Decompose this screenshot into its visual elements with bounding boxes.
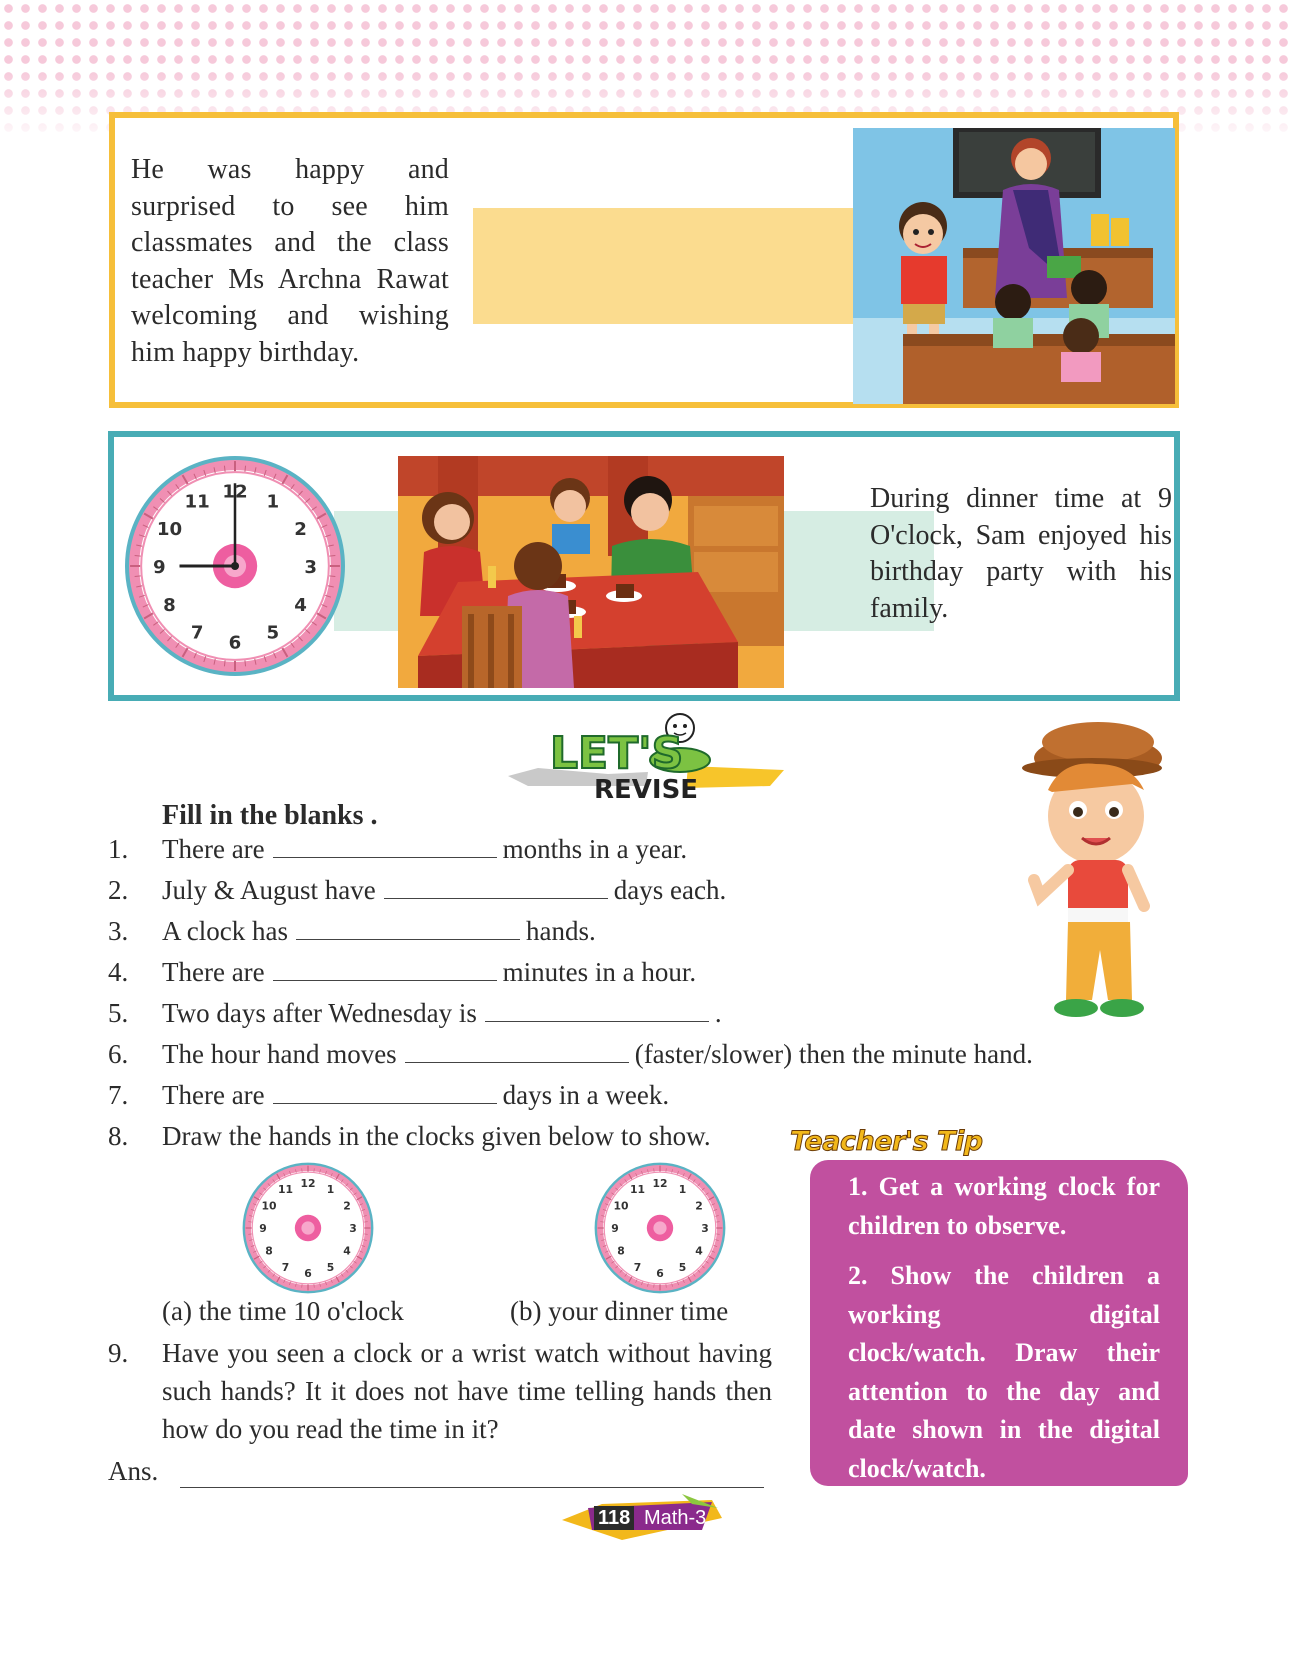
blank-clock-b[interactable] — [594, 1162, 726, 1294]
clock-number: 9 — [152, 557, 166, 579]
clock-number: 2 — [294, 519, 307, 541]
clock-number: 3 — [349, 1222, 357, 1236]
clock-number: 6 — [656, 1267, 664, 1281]
question-9: 9. Have you seen a clock or a wrist watch without having such hands? It it does not have time telling hands then how do you read the time in it? — [108, 1338, 772, 1444]
question-6: 6. The hour hand moves (faster/slower) then the minute hand. — [108, 1039, 1033, 1069]
question-1: 1. There are months in a year. — [108, 834, 688, 864]
clock-number: 11 — [277, 1183, 294, 1197]
yellow-band — [473, 208, 853, 324]
clock-number: 5 — [678, 1261, 687, 1275]
clock-number: 4 — [343, 1244, 351, 1258]
clock-number: 2 — [343, 1199, 351, 1213]
clock-number: 12 — [300, 1177, 316, 1191]
clock-9-oclock — [124, 455, 346, 677]
answer-blank[interactable] — [405, 1040, 629, 1063]
classroom-illustration — [853, 128, 1175, 404]
clock-number: 1 — [326, 1183, 335, 1197]
dinner-story-text: During dinner time at 9 O'clock, Sam enjoyed his birthday party with his family. — [870, 483, 1172, 624]
clock-number: 1 — [678, 1183, 687, 1197]
tip-box — [810, 1160, 1188, 1486]
clock-number: 9 — [611, 1222, 619, 1236]
page-number: 118 — [594, 1506, 634, 1530]
answer-blank[interactable] — [384, 876, 608, 899]
exercise-heading: Fill in the blanks . — [162, 800, 378, 831]
story-panel-dinner — [108, 431, 1180, 701]
boy-pointing-illustration — [1012, 720, 1190, 1040]
clock-number: 3 — [304, 557, 318, 579]
question-8: 8. Draw the hands in the clocks given below to show. — [108, 1121, 711, 1151]
lets-revise-logo — [508, 702, 790, 812]
clock-number: 9 — [259, 1222, 267, 1236]
clock-number: 1 — [266, 491, 280, 513]
answer-blank[interactable] — [273, 958, 497, 981]
answer-blank[interactable] — [273, 1081, 497, 1104]
clock-number: 10 — [156, 519, 183, 541]
clock-number: 12 — [652, 1177, 668, 1191]
question-7: 7. There are days in a week. — [108, 1080, 670, 1110]
question-8b-label: (b) your dinner time — [510, 1296, 729, 1326]
clock-number: 7 — [633, 1261, 642, 1275]
classroom-story-text: He was happy and surprised to see him classmates and the class teacher Ms Archna Rawat welcoming and wishing him happy birthday. — [131, 154, 449, 368]
answer-label: Ans. — [108, 1456, 159, 1486]
tip-point-2: 2. Show the children a working digital clock/watch. Draw their attention to the day and date shown in the digital clock/watch. — [848, 1261, 1160, 1483]
clock-number: 7 — [281, 1261, 290, 1275]
clock-number: 8 — [265, 1244, 273, 1258]
clock-number: 10 — [613, 1199, 629, 1213]
teachers-tip — [790, 1126, 1192, 1488]
clock-number: 8 — [163, 594, 176, 616]
clock-number: 10 — [261, 1199, 277, 1213]
tip-title: Teacher's Tip — [790, 1126, 983, 1157]
clock-number: 2 — [695, 1199, 703, 1213]
revise-text: REVISE — [594, 775, 699, 805]
blank-clock-a[interactable] — [242, 1162, 374, 1294]
question-8a-label: (a) the time 10 o'clock — [162, 1296, 404, 1326]
clock-number: 11 — [184, 491, 210, 513]
clock-number: 6 — [228, 632, 242, 654]
page-footer — [562, 1490, 728, 1546]
book-title: Math-3 — [644, 1507, 707, 1529]
answer-blank[interactable] — [485, 999, 709, 1022]
clock-number: 5 — [326, 1261, 335, 1275]
clock-number: 12 — [222, 481, 248, 503]
clock-number: 7 — [190, 622, 204, 644]
clock-number: 8 — [617, 1244, 625, 1258]
lets-text: LET'S — [550, 728, 684, 779]
clock-number: 6 — [304, 1267, 312, 1281]
question-2: 2. July & August have days each. — [108, 875, 727, 905]
clock-number: 3 — [701, 1222, 709, 1236]
answer-line[interactable] — [180, 1487, 764, 1488]
clock-number: 11 — [629, 1183, 646, 1197]
clock-number: 5 — [266, 622, 280, 644]
clock-number: 4 — [294, 594, 307, 616]
family-dinner-illustration — [398, 456, 784, 688]
story-panel-classroom — [109, 112, 1179, 408]
question-5: 5. Two days after Wednesday is . — [108, 998, 722, 1028]
answer-blank[interactable] — [273, 835, 497, 858]
answer-blank[interactable] — [296, 917, 520, 940]
clock-number: 4 — [695, 1244, 703, 1258]
tip-point-1: 1. Get a working clock for children to observe. — [848, 1172, 1160, 1240]
question-4: 4. There are minutes in a hour. — [108, 957, 697, 987]
question-3: 3. A clock has hands. — [108, 916, 596, 946]
